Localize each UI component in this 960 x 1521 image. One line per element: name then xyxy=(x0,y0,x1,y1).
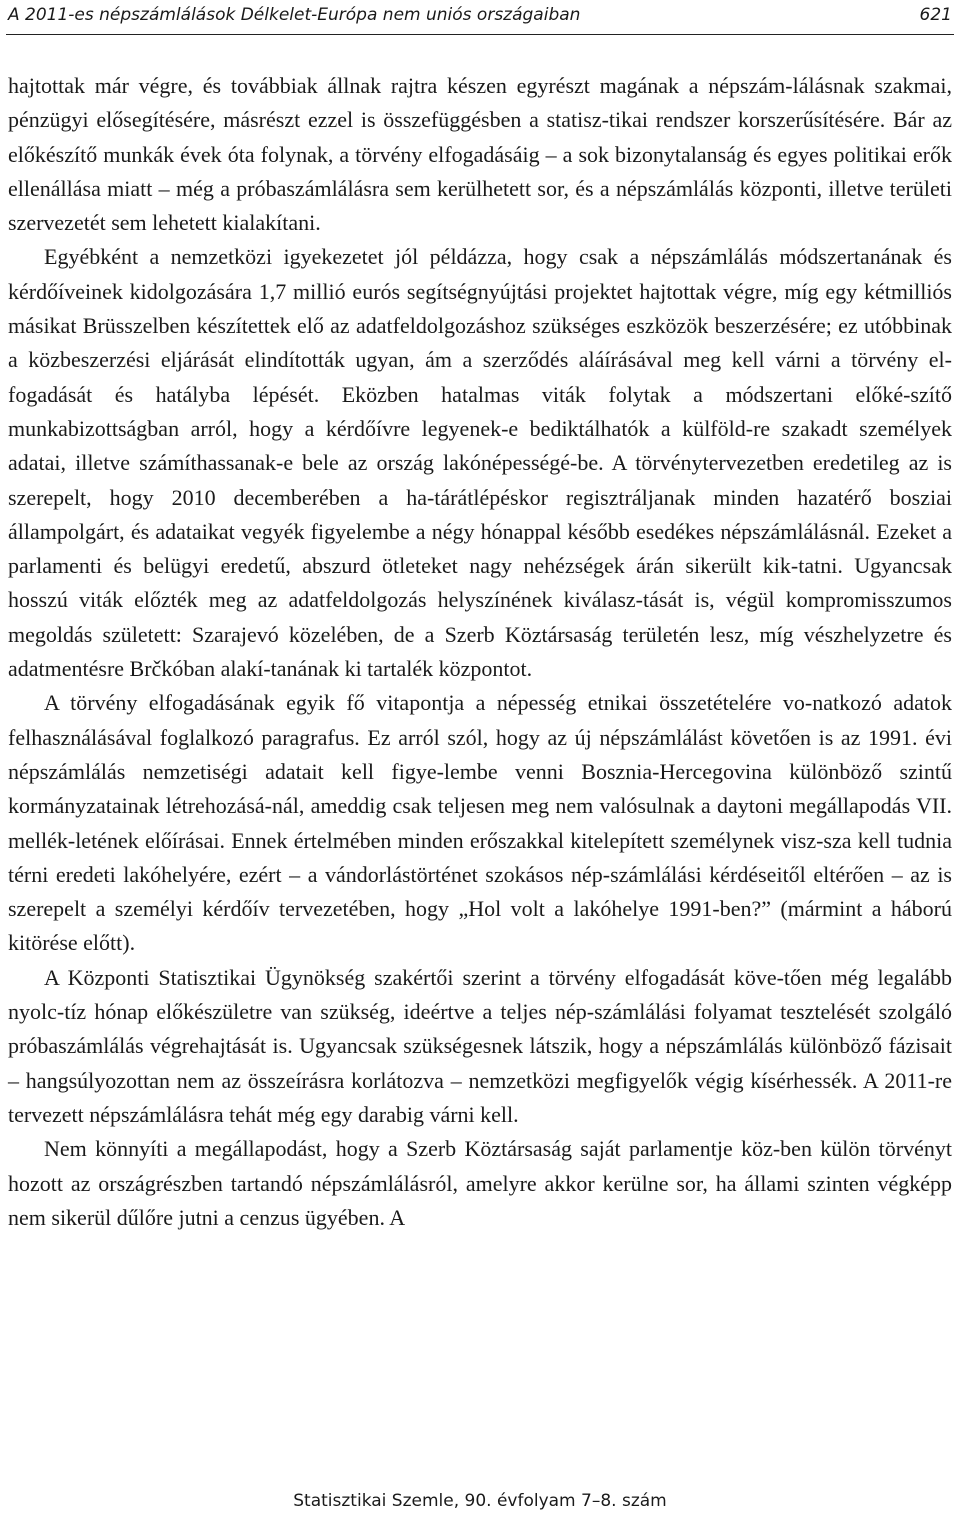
article-body xyxy=(8,69,952,1235)
paragraph: Nem könnyíti a megállapodást, hogy a Szerb Köztársaság saját parlamentje köz-ben külön törvényt hozott az országrészben tartandó népszámlálásról, amelyre akkor kerülne sor, ha állami szinten végképp nem sikerül dűlőre jutni a cenzus ügyében. A xyxy=(8,1136,952,1230)
running-header-title: A 2011-es népszámlálások Délkelet-Európa nem uniós országaiban xyxy=(8,5,581,25)
paragraph: A Központi Statisztikai Ügynökség szakértői szerint a törvény elfogadását köve-tően még legalább nyolc-tíz hónap előkészületre van szükség, ideértve a teljes nép-számlálási folyamat tesztelését szolgáló próbaszámlálás végrehajtását is. Ugyancsak szükségesnek látszik, hogy a népszámlálás különböző fázisait – hangsúlyozottan nem az összeírásra korlátozva – nemzetközi megfigyelők végig kísérhessék. A 2011-re tervezett népszámlálásra tehát még egy darabig várni kell. xyxy=(8,964,952,1127)
running-footer: Statisztikai Szemle, 90. évfolyam 7–8. szám xyxy=(293,1491,667,1511)
page-number: 621 xyxy=(919,5,952,25)
paragraph: A törvény elfogadásának egyik fő vitapontja a népesség etnikai összetételére vo-natkozó adatok felhasználásával foglalkozó paragrafus. Ez arról szól, hogy az új népszámlálást követően is az 1991. évi népszámlálás nemzetiségi adatait kell figye-lembe venni Bosznia-Hercegovina különböző szintű kormányzatainak létrehozásá-nál, ameddig csak teljesen meg nem valósulnak a daytoni megállapodás VII. mellék-letének előírásai. Ennek értelmében minden erőszakkal kitelepített személynek visz-sza kell tudnia térni eredeti lakóhelyére, ezért – a vándorlástörténet szokásos nép-számlálási kérdéseitől eltérően – az is szerepelt a személyi kérdőív tervezetében, hogy „Hol volt a lakóhelye 1991-ben?” (mármint a háború kitörése előtt). xyxy=(8,690,952,956)
paragraph: Egyébként a nemzetközi igyekezetet jól példázza, hogy csak a népszámlálás módszertanának és kérdőíveinek kidolgozására 1,7 millió eurós segítségnyújtási projektet hajtottak végre, míg egy kétmilliós másikat Brüsszelben készítettek elő az adatfeldolgozáshoz szükséges eszközök beszerzésére; ez utóbbinak a közbeszerzési eljárását elindították ugyan, ám a szerződés aláírásával meg kell várni a törvény el-fogadását és hatályba lépését. Eközben hatalmas viták folytak a módszertani előké-szítő munkabizottságban arról, hogy a kérdőívre legyenek-e bediktálhatók a külföld-re szakadt személyek adatai, illetve számíthassanak-e bele az ország lakónépességé-be. A törvénytervezetben eredetileg az is szerepelt, hogy 2010 decemberében a ha-tárátlépéskor regisztráljanak minden hazatérő bosziai állampolgárt, és adataikat vegyék figyelembe a négy hónappal később esedékes népszámlálásnál. Ezeket a parlamenti és belügyi eredetű, abszurd ötleteket nagy nehézségek árán sikerült kik-tatni. Ugyancsak hosszú viták előzték meg az adatfeldolgozás helyszínének kiválasz-tását is, végül kompromisszumos megoldás született: Szarajevó közelében, de a Szerb Köztársaság területén lesz, míg vészhelyzetre és adatmentésre Brčkóban alakí-tanának ki tartalék központot. xyxy=(8,244,952,682)
paragraph-continued: hajtottak már végre, és továbbiak állnak rajtra készen egyrészt magának a népszám-lálásnak szakmai, pénzügyi elősegítésére, másrészt ezzel is összefüggésben a statisz-tikai rendszer korszerűsítésére. Bár az előkészítő munkák évek óta folynak, a törvény elfogadásáig – a sok bizonytalanság és egyes politikai erők ellenállása miatt – még a próbaszámlálásra sem kerülhetett sor, és a népszámlálás központi, illetve területi szervezetét sem lehetett kialakítani. xyxy=(8,73,952,236)
running-header xyxy=(6,0,954,35)
